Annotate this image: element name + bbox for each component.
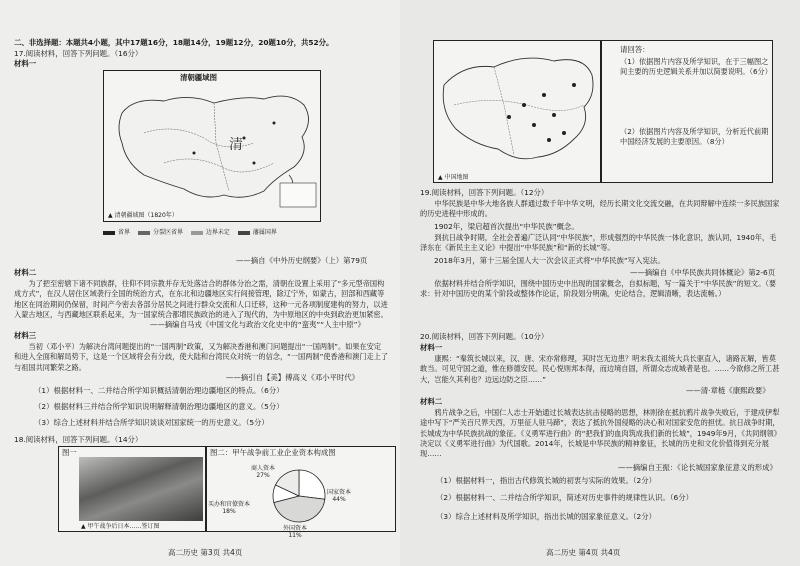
q20-m2-text: 鸦片战争之后，中国仁人志士开始通过长城表达抗击侵略的思想，林则徐在抵抗鸦片战争失败后，于建戍伊犁途中写下“严关百尺界天西，万里征人驻马蹄”，表达了抵抗外国侵略的决心和对国家安危的担忧。抗日战争时期，长城成为中华民族抗战的象征。《义勇军进行曲》的“把我们的血肉筑成我们新的长城”，1949年9月，《共同纲领》决定以《义勇军进行曲》为代国歌。2014年，长城是中华民族的精神象征，长城的历史和文化价值得到充分展现…… (420, 408, 781, 459)
pie-value-label: 27% (256, 472, 270, 479)
legend-item: 边界未定 (205, 229, 230, 236)
q20-3: （3）综合上述材料及所学知识，指出长城的国家象征意义。（2分） (436, 512, 657, 521)
q18-2: （2）依据图片内容及所学知识，分析近代前期中国经济发展的主要原因。（8分） (620, 127, 769, 147)
q17-2: （2）根据材料三并结合所学知识说明解释清朝治理边疆地区的意义。（5分） (34, 402, 284, 411)
q20-m2-label: 材料二 (420, 397, 443, 406)
source3: ——摘引自【美】傅高义《邓小平时代》 (226, 373, 360, 382)
q19-body: 到抗日战争时期，全社会普遍广泛认同“中华民族”，形成强烈的中华民族一体化意识，族认同，1940年，毛泽东在《新民主主义论》中提出“中华民族”和“新的长城”等。 (420, 233, 777, 253)
pie-label: 外国资本 (282, 525, 308, 532)
section-header: 二、非选择题：本题共4小题，其中17题16分，18题14分，19题12分，20题10分，共52分。 (14, 38, 334, 47)
q20-1: （1）根据材料一，指出古代修筑长城的初衷与实际的效果。（2分） (436, 476, 657, 485)
pie-value-label: 44% (332, 496, 346, 503)
map-title: 清朝疆域图 (180, 73, 217, 82)
q20-m1-label: 材料一 (420, 343, 443, 352)
q20-m1-text: 康熙：“秦筑长城以来，汉、唐、宋亦常修理，其时岂无边患？明末我太祖统大兵长驱直入，诸路瓦解，皆莫敢当。可见守国之道，惟在修德安民。民心悦则邦本得，而边境自固，所谓众志成城者是也。……今欲修之所工甚大，岂能久其利也？边远边防之臣……” (420, 354, 780, 384)
q19-task: 依据材料并结合所学知识，围绕中国历史中出现的国家概念，自拟标题，写一篇关于“中华民族”的短文。（要求：针对中国历史的某个阶段或整体作论证，阶段划分明确，史论结合，逻辑清晰，表达流畅。） (420, 279, 777, 299)
source1: ——摘自《中外历史纲要》（上）第79页 (236, 256, 368, 265)
material2-text: 为了把至密辖下诸不同族群，往仰不同宗教并存无处落洁合的群体分治之需，清朝在设置上采用了“多元型帝国构成方式”，在汉人居住区域袭行全国的统治方式，在东北和边疆地区实行间接管理，除辽宁外，如蒙古，回部和西藏等地区在同治期间仍保留，时间产今密去各部分居民之间进行群众交流和人口迁移，这种一元各项制度建构的努力，以进入蒙古地区，与西藏地区联系起来，为一国家统合都增民族政治的进入了现代的，为中原地区的中央到政治更加紧密。 (14, 279, 388, 319)
figure2 (206, 446, 396, 539)
q20-2: （2）根据材料一、二并结合所学知识，简述对历史事件的规律性认识。（6分） (436, 493, 693, 502)
footer-left: 高二历史 第3页 共4页 (168, 548, 243, 557)
capital-pie-chart (207, 458, 395, 539)
map-big-char: 清 (229, 137, 243, 153)
pie-slice (299, 470, 325, 499)
q19-2018: 2018年3月，第十三届全国人大一次会议正式将“中华民族”写入宪法。 (434, 256, 665, 265)
china-map-box (433, 40, 601, 183)
legend-item: 藩属国界 (252, 229, 277, 236)
legend-item: 分裂区省界 (152, 229, 183, 236)
qing-map-box (103, 70, 321, 222)
q-intro: 请回答： (620, 45, 650, 54)
fig1-label: 图一 (62, 448, 77, 457)
q20-m1-source: ——清·章梿《康熙政要》 (686, 386, 770, 395)
pie-value-label: 18% (222, 508, 236, 515)
q18-stem: 18.阅读材料，回答下列问题。（14分） (14, 435, 143, 444)
right-page (400, 0, 800, 566)
source2: ——摘编自马戎《中国文化与政治文化史中的“蛮夷”“人主中原”》 (150, 320, 365, 329)
figure1 (58, 446, 206, 532)
pie-label: 商人资本 (250, 465, 276, 472)
top-map-caption: ▲ 中国地图 (438, 174, 469, 181)
china-map (434, 45, 600, 175)
qing-map (104, 83, 320, 213)
q19-stem: 19.阅读材料，回答下列问题。（12分） (420, 188, 549, 197)
map-caption: ▲ 清朝疆域图（1820年） (108, 212, 178, 219)
pie-label: 国家资本 (326, 489, 352, 496)
material1-label: 材料一 (14, 59, 37, 68)
q19-1902: 1902年，梁启超首次提出“中华民族”概念。 (434, 222, 579, 231)
pie-value-label: 11% (288, 532, 302, 539)
q20-stem: 20.阅读材料，回答下列问题。（10分） (420, 332, 549, 341)
pie-label: 买办和官僚资本 (207, 501, 251, 508)
question-box (601, 40, 773, 183)
q18-1: （1）依据图片内容及所学知识，在于三幅图之间主要的历史逻辑关系并加以简要说明。（6分） (620, 57, 772, 77)
q17-3: （3）综合上述材料并结合所学知识谈谈对国家统一的历史意义。（5分） (34, 418, 269, 427)
q20-m2-source: ——摘编自王振：《论长城国家象征意义的形成》 (618, 463, 777, 472)
map-legend (103, 228, 283, 238)
historical-photo (79, 457, 203, 521)
q17-1: （1）根据材料一、二并结合所学知识概括清朝治理边疆地区的特点。（6分） (34, 386, 284, 395)
footer-right: 高二历史 第4页 共4页 (546, 548, 621, 557)
q19-material: 中华民族是中华大地各族人群通过数千年中华文明，经历长期文化交流交融，在共同辩解中连续一多民族国家的历史进程中形成的。 (420, 199, 780, 219)
q17-stem: 17.阅读材料，回答下列问题。（16分） (14, 49, 143, 58)
material2-label: 材料二 (14, 268, 37, 277)
q19-source: ——摘编自《中华民族共同体概论》第2-6页 (630, 268, 776, 277)
legend-item: 省界 (118, 229, 131, 236)
fig2-label: 图二：甲午战争前工业企业资本构成图 (210, 448, 336, 457)
photo-caption: ▲ 甲午战争后日本……签订图 (81, 523, 160, 530)
material3-label: 材料三 (14, 331, 37, 340)
material3-text: 当初（邓小平）为解决台湾问题提出的“一国两制”政策，又为解决香港和澳门问题提出“一国两制”。如果在安定和进入全面和解局势下，这是一个区域将会有分歧，使大陆和台湾民众对统一的信念，“一国两制”使香港和澳门走上了与祖国共同繁荣之路。 (14, 342, 389, 372)
